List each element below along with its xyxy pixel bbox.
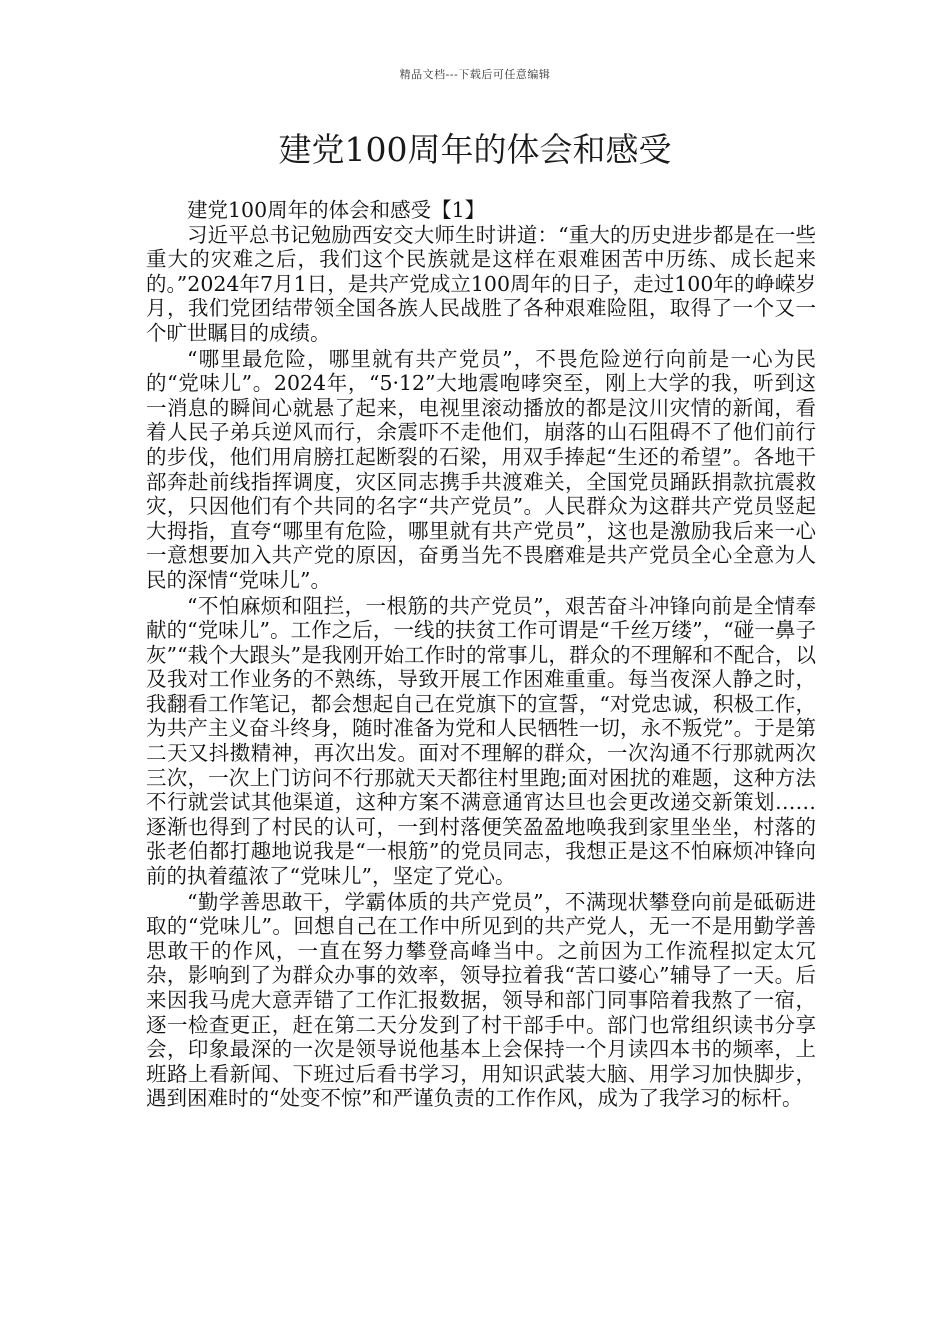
paragraph: “勤学善思敢干，学霸体质的共产党员”，不满现状攀登向前是砥砺进取的“党味儿”。回想自己在工作中所见到的共产党人，无一不是用勤学善思敢干的作风，一直在努力攀登高峰当中。之前因为工作流程拟定太冗杂，影响到了为群众办事的效率，领导拉着我“苦口婆心”辅导了一天。后来因我马虎大意弄错了工作汇报数据，领导和部门同事陪着我熬了一宿，逐一检查更正，赶在第二天分发到了村干部手中。部门也常组织读书分享会，印象最深的一次是领导说他基本上会保持一个月读四本书的频率，上班路上看新闻、下班过后看书学习，用知识武装大脑、用学习加快脚步，遇到困难时的“处变不惊”和严谨负责的工作作风，成为了我学习的标杆。 bbox=[146, 889, 816, 1111]
paragraph: 习近平总书记勉励西安交大师生时讲道：“重大的历史进步都是在一些重大的灾难之后，我们这个民族就是这样在艰难困苦中历练、成长起来的。”2024年7月1日，是共产党成立100周年的日子，走过100年的峥嵘岁月，我们党团结带领全国各族人民战胜了各种艰难险阻，取得了一个又一个旷世瞩目的成绩。 bbox=[146, 222, 816, 345]
section-subtitle: 建党100周年的体会和感受【1】 bbox=[187, 198, 486, 222]
paragraph: “不怕麻烦和阻拦，一根筋的共产党员”，艰苦奋斗冲锋向前是全情奉献的“党味儿”。工作之后，一线的扶贫工作可谓是“千丝万缕”，“碰一鼻子灰”“栽个大跟头”是我刚开始工作时的常事儿，群众的不理解和不配合，以及我对工作业务的不熟练，导致开展工作困难重重。每当夜深人静之时，我翻看工作笔记，都会想起自己在党旗下的宣誓，“对党忠诚，积极工作，为共产主义奋斗终身，随时准备为党和人民牺牲一切，永不叛党”。于是第二天又抖擞精神，再次出发。面对不理解的群众，一次沟通不行那就两次三次，一次上门访问不行那就天天都往村里跑;面对困扰的难题，这种方法不行就尝试其他渠道，这种方案不满意通宵达旦也会更改递交新策划……逐渐也得到了村民的认可，一到村落便笑盈盈地唤我到家里坐坐，村落的张老伯都打趣地说我是“一根筋”的党员同志，我想正是这不怕麻烦冲锋向前的执着蕴浓了“党味儿”，坚定了党心。 bbox=[146, 593, 816, 889]
header-note: 精品文档---下载后可任意编辑 bbox=[399, 68, 551, 81]
document-title: 建党100周年的体会和感受 bbox=[278, 130, 672, 169]
paragraph: “哪里最危险，哪里就有共产党员”，不畏危险逆行向前是一心为民的“党味儿”。2024年，“5·12”大地震咆哮突至，刚上大学的我，听到这一消息的瞬间心就悬了起来，电视里滚动播放的都是汶川灾情的新闻，看着人民子弟兵逆风而行，余震吓不走他们，崩落的山石阻碍不了他们前行的步伐，他们用肩膀扛起断裂的石梁，用双手捧起“生还的希望”。各地干部奔赴前线指挥调度，灾区同志携手共渡难关，全国党员踊跃捐款抗震救灾，只因他们有个共同的名字“共产党员”。人民群众为这群共产党员竖起大拇指，直夸“哪里有危险，哪里就有共产党员”，这也是激励我后来一心一意想要加入共产党的原因，奋勇当先不畏磨难是共产党员全心全意为人民的深情“党味儿”。 bbox=[146, 346, 816, 592]
document-body bbox=[146, 198, 816, 1111]
